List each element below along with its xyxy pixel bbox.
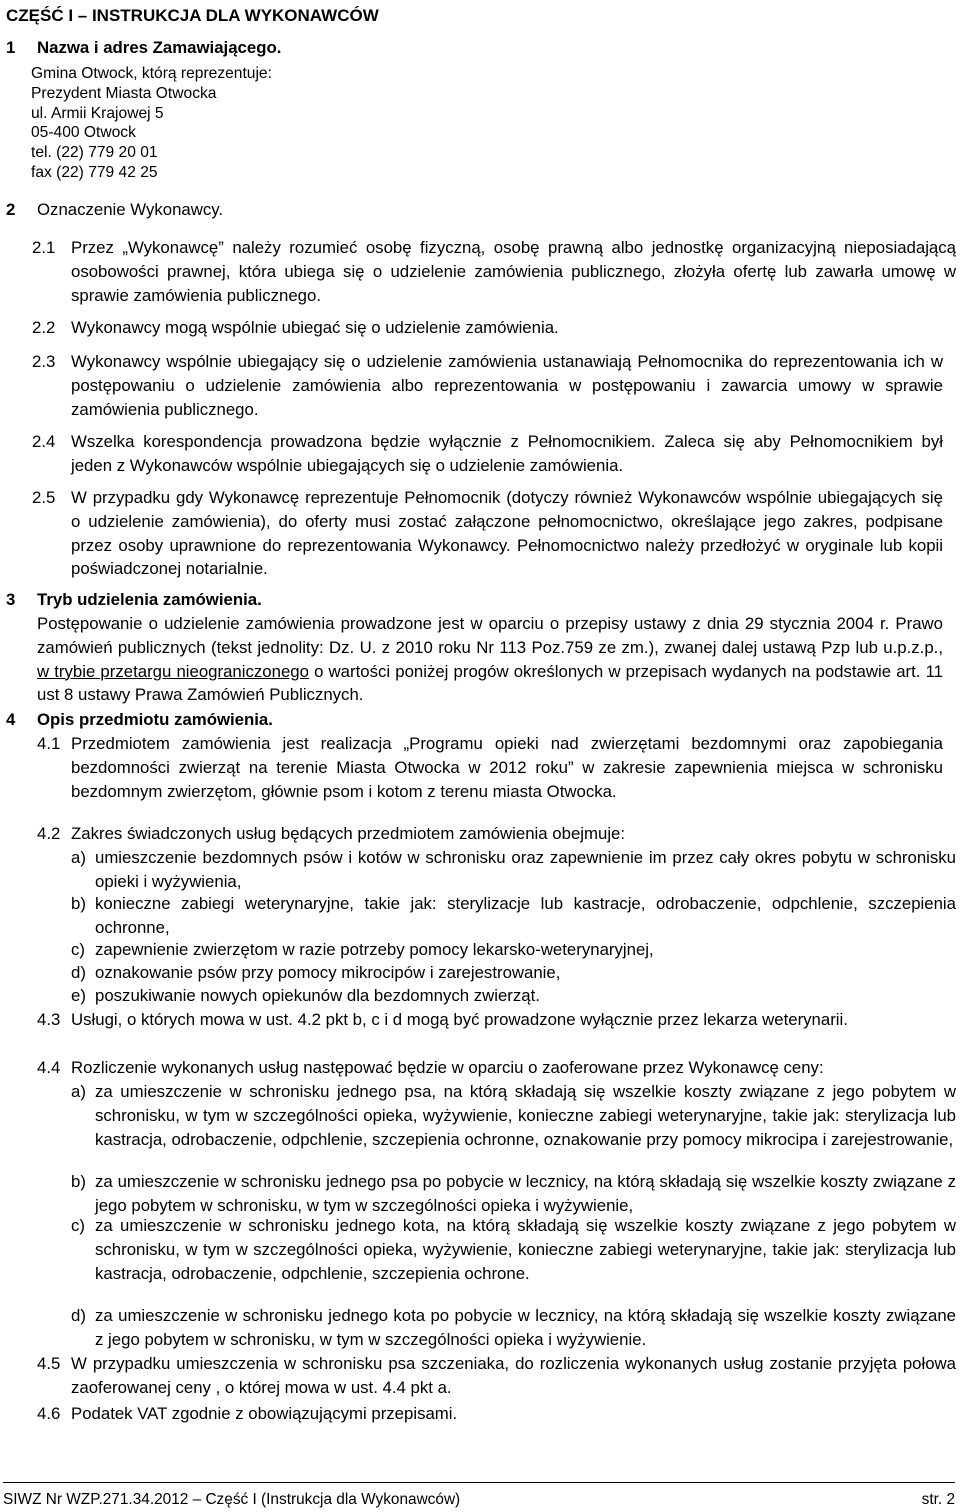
section-title: Tryb udzielenia zamówienia.: [37, 590, 262, 609]
paragraph-4-3: [37, 1008, 956, 1032]
list-label: e): [71, 986, 86, 1005]
paragraph-number: 2.4: [32, 432, 56, 451]
paragraph-2-1: [32, 236, 956, 307]
list-text: za umieszczenie w schronisku jednego kota, na którą składają się wszelkie koszty związane z jego pobytem w schronisku, w tym w szczególności opieka, wyżywienie, konieczne zabiegi weterynaryjne, takie jak: sterylizacja lub kastracja, odrobaczenie, odpchlenie, szczepienia ochrone.: [95, 1216, 956, 1283]
section-title: Opis przedmiotu zamówienia.: [37, 710, 273, 729]
paragraph-text: Wykonawcy wspólnie ubiegający się o udzielenie zamówienia ustanawiają Pełnomocnika do reprezentowania ich w postępowaniu o udzielenie zamówienia albo reprezentowania w postępowaniu i zawarcia umowy w sprawie zamówienia publicznego.: [71, 352, 943, 419]
address-line: ul. Armii Krajowej 5: [31, 104, 164, 122]
list-text: zapewnienie zwierzętom w razie potrzeby pomocy lekarsko-weterynaryjnej,: [95, 940, 654, 959]
footer-divider: [3, 1482, 955, 1483]
section-3-text: [37, 612, 943, 707]
list-item: [71, 1170, 956, 1218]
address-line: Gmina Otwock, którą reprezentuje:: [31, 65, 272, 82]
section-number: 1: [6, 38, 16, 57]
paragraph-4-5: [37, 1352, 956, 1400]
procedure-text-end: o wartości poniżej progów określonych w przepisach wydanych na podstawie art. 11 ust 8 ustawy Prawa Zamówień Publicznych.: [37, 661, 943, 705]
list-text: poszukiwanie nowych opiekunów dla bezdomnych zwierząt.: [95, 986, 540, 1005]
list-text: za umieszczenie w schronisku jednego psa, na którą składają się wszelkie koszty związane z jego pobytem w schronisku, w tym w szczególności opieka, wyżywienie, konieczne zabiegi weterynaryjne, takie jak: sterylizacja lub kastracja, odrobaczenie, odpchlenie, szczepienia ochronne, oznakowanie przy pomocy mikrocipa i zarejestrowanie,: [95, 1082, 956, 1149]
list-label: a): [71, 1082, 86, 1101]
list-text: za umieszczenie w schronisku jednego psa po pobycie w lecznicy, na którą składają się wszelkie koszty związane z jego pobytem w schronisku, w tym w szczególności opieka i wyżywienie,: [95, 1172, 956, 1215]
list-text: umieszczenie bezdomnych psów i kotów w schronisku oraz zapewnienie im przez cały okres pobytu w schronisku opieki i wyżywienia,: [95, 848, 956, 891]
paragraph-number: 4.5: [37, 1354, 61, 1373]
address-line: tel. (22) 779 20 01: [31, 144, 158, 162]
address-line: fax (22) 779 42 25: [31, 163, 158, 181]
paragraph-text: Usługi, o których mowa w ust. 4.2 pkt b, c i d mogą być prowadzone wyłącznie przez lekarza weterynarii.: [71, 1010, 848, 1029]
list-label: b): [71, 1172, 86, 1191]
list-label: d): [71, 963, 86, 982]
paragraph-text: Wykonawcy mogą wspólnie ubiegać się o udzielenie zamówienia.: [71, 318, 559, 337]
section-number: 3: [6, 590, 16, 609]
list-item: [71, 892, 956, 940]
paragraph-number: 2.3: [32, 352, 56, 371]
footer-page-number: str. 2: [921, 1491, 955, 1508]
list-item: [71, 846, 956, 894]
list-label: d): [71, 1306, 86, 1325]
list-item: [71, 1080, 956, 1151]
paragraph-text: Zakres świadczonych usług będących przedmiotem zamówienia obejmuje:: [71, 824, 626, 843]
paragraph-2-4: [32, 430, 943, 478]
list-item: [71, 1304, 956, 1352]
paragraph-number: 4.3: [37, 1010, 61, 1029]
section-title: Nazwa i adres Zamawiającego.: [37, 38, 282, 57]
list-item: [71, 984, 956, 1008]
list-label: c): [71, 1216, 85, 1235]
paragraph-text: Rozliczenie wykonanych usług następować będzie w oparciu o zaoferowane przez Wykonawcę ceny:: [71, 1058, 824, 1077]
paragraph-number: 4.1: [37, 734, 61, 753]
list-text: oznakowanie psów przy pomocy mikrocipów i zarejestrowanie,: [95, 963, 561, 982]
footer-document-reference: SIWZ Nr WZP.271.34.2012 – Część I (Instrukcja dla Wykonawców): [3, 1491, 461, 1508]
address-line: Prezydent Miasta Otwocka: [31, 84, 217, 102]
paragraph-text: Przedmiotem zamówienia jest realizacja „Programu opieki nad zwierzętami bezdomnymi oraz zapobiegania bezdomności zwierząt na terenie Miasta Otwocka w 2012 roku” w zakresie zapewnienia miejsca w schronisku bezdomnym zwierzętom, głównie psom i kotom z terenu miasta Otwocka.: [71, 734, 943, 801]
paragraph-2-3: [32, 350, 943, 421]
paragraph-4-4: [37, 1056, 956, 1080]
paragraph-4-2: [37, 822, 943, 846]
paragraph-number: 2.5: [32, 488, 56, 507]
paragraph-4-6: [37, 1402, 956, 1426]
list-label: b): [71, 894, 86, 913]
list-item: [71, 961, 956, 985]
section-title: Oznaczenie Wykonawcy.: [37, 200, 224, 219]
list-text: za umieszczenie w schronisku jednego kota po pobycie w lecznicy, na którą składają się wszelkie koszty związane z jego pobytem w schronisku, w tym w szczególności opieka i wyżywienie.: [95, 1306, 956, 1349]
section-number: 4: [6, 710, 16, 729]
paragraph-text: W przypadku gdy Wykonawcę reprezentuje Pełnomocnik (dotyczy również Wykonawców wspólnie ubiegających się o udzielenie zamówienia), do oferty musi zostać załączone pełnomocnictwo, określające jego zakres, podpisane przez osoby uprawnione do reprezentowania Wykonawcy. Pełnomocnictwo należy przedłożyć w oryginale lub kopii poświadczonej notarialnie.: [71, 488, 943, 579]
list-item: [71, 1214, 956, 1285]
list-label: c): [71, 940, 85, 959]
section-3-heading: [6, 588, 262, 612]
paragraph-number: 4.4: [37, 1058, 61, 1077]
part-heading: CZĘŚĆ I – INSTRUKCJA DLA WYKONAWCÓW: [6, 6, 379, 25]
list-text: konieczne zabiegi weterynaryjne, takie jak: sterylizacje lub kastracje, odrobaczenie, odpchlenie, szczepienia ochronne,: [95, 894, 956, 937]
paragraph-text: Podatek VAT zgodnie z obowiązującymi przepisami.: [71, 1404, 458, 1423]
list-label: a): [71, 848, 86, 867]
paragraph-text: W przypadku umieszczenia w schronisku psa szczeniaka, do rozliczenia wykonanych usług zostanie przyjęta połowa zaoferowanej ceny , o której mowa w ust. 4.4 pkt a.: [71, 1354, 956, 1397]
paragraph-4-1: [37, 732, 943, 803]
paragraph-text: Wszelka korespondencja prowadzona będzie wyłącznie z Pełnomocnikiem. Zaleca się aby Pełnomocnikiem był jeden z Wykonawców wspólnie ubiegających się o udzielenie zamówienia.: [71, 432, 943, 475]
paragraph-number: 2.1: [32, 238, 56, 257]
section-4-heading: [6, 708, 273, 732]
procedure-mode-underlined: w trybie przetargu nieograniczonego: [37, 661, 309, 681]
paragraph-number: 2.2: [32, 318, 56, 337]
procedure-text: Postępowanie o udzielenie zamówienia prowadzone jest w oparciu o przepisy ustawy z dnia 29 stycznia 2004 r. Prawo zamówień publicznych (tekst jednolity: Dz. U. z 2010 roku Nr 113 Poz.759 ze zm.), zwanej dalej ustawą Pzp lub u.p.z.p.,: [37, 614, 943, 657]
paragraph-2-2: [32, 316, 956, 340]
address-line: 05-400 Otwock: [31, 124, 136, 142]
contracting-authority-address: [31, 64, 272, 183]
section-number: 2: [6, 200, 16, 219]
paragraph-text: Przez „Wykonawcę” należy rozumieć osobę fizyczną, osobę prawną albo jednostkę organizacyjną nieposiadającą osobowości prawnej, która ubiega się o udzielenie zamówienia publicznego, złożyła ofertę lub zawarła umowę w sprawie zamówienia publicznego.: [71, 238, 956, 305]
list-item: [71, 938, 956, 962]
section-2-heading: [6, 198, 223, 222]
paragraph-2-5: [32, 486, 943, 581]
section-1-heading: [6, 36, 281, 60]
paragraph-number: 4.6: [37, 1404, 61, 1423]
paragraph-number: 4.2: [37, 824, 61, 843]
